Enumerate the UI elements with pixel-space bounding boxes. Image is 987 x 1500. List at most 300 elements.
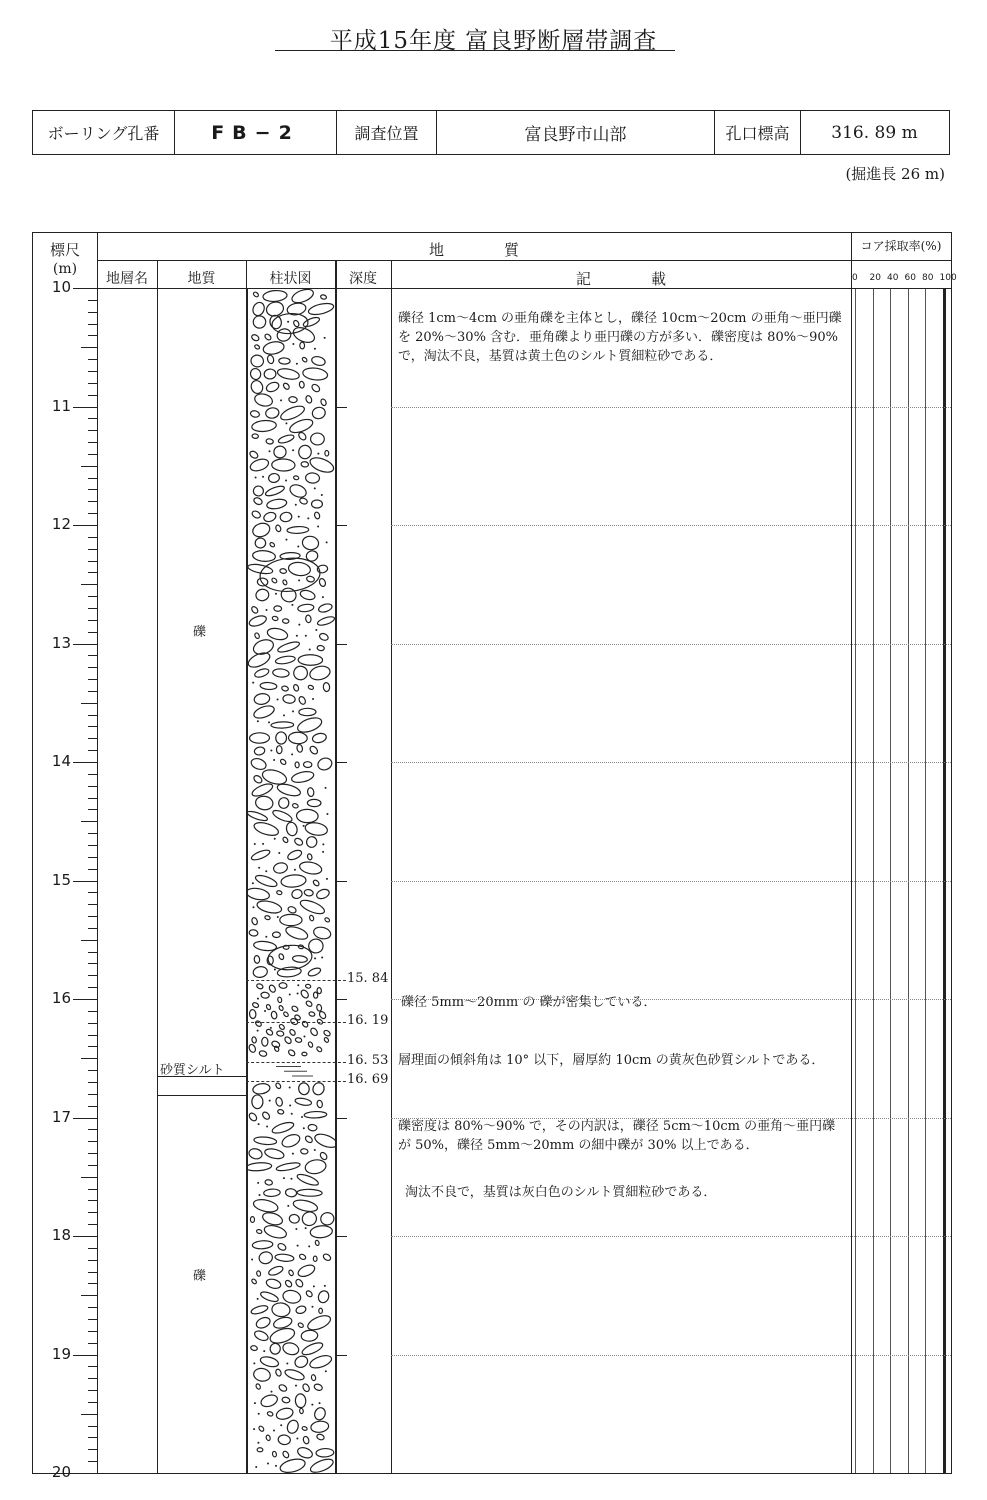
scale-minor-tick: [81, 940, 97, 941]
grain-dot: [266, 609, 268, 611]
metre-guide-line: [391, 525, 951, 526]
grain-dot: [252, 882, 254, 884]
pebble-symbol: [287, 526, 309, 534]
grain-dot: [285, 539, 287, 541]
scale-minor-tick: [88, 809, 97, 810]
pebble-symbol: [307, 787, 315, 797]
scale-minor-tick: [88, 489, 97, 490]
pebble-symbol: [256, 899, 283, 915]
scale-minor-tick: [88, 857, 97, 858]
pebble-symbol: [264, 915, 270, 920]
pebble-symbol: [272, 932, 280, 938]
pebble-symbol: [282, 836, 289, 843]
pebble-symbol: [301, 1210, 319, 1227]
depth-column-tick: [335, 644, 347, 645]
metre-guide-line: [391, 407, 951, 408]
pebble-symbol: [316, 756, 333, 772]
grain-dot: [252, 906, 254, 908]
scale-minor-tick: [88, 916, 97, 917]
pebble-symbol: [250, 1217, 254, 1223]
grain-dot: [257, 998, 259, 1000]
scale-minor-tick: [88, 655, 97, 656]
pebble-symbol: [296, 809, 318, 823]
grain-dot: [252, 682, 254, 684]
pebble-symbol: [278, 1024, 285, 1031]
pebble-symbol: [289, 1029, 296, 1037]
pebble-symbol: [252, 966, 268, 979]
pebble-symbol: [310, 1420, 329, 1433]
pebble-symbol: [252, 1095, 263, 1109]
description-dense-gravel: 礫径 5mm〜20mm の 礫が密集している．: [401, 995, 657, 1010]
grain-dot: [286, 1363, 288, 1365]
pebble-symbol: [299, 381, 305, 388]
pebble-symbol: [271, 577, 278, 584]
pebble-symbol: [304, 821, 328, 837]
pebble-symbol: [311, 406, 326, 420]
grain-dot: [309, 648, 311, 650]
boring-number: FB−2: [175, 111, 337, 154]
pebble-symbol: [308, 685, 314, 691]
pebble-symbol: [268, 984, 276, 993]
pebble-symbol: [304, 1158, 327, 1175]
pebble-symbol: [258, 1250, 274, 1265]
grain-dot: [313, 1285, 315, 1287]
pebble-symbol: [263, 511, 278, 523]
pebble-symbol: [322, 1253, 332, 1262]
scale-minor-tick: [88, 1070, 97, 1071]
pebble-symbol: [271, 808, 293, 823]
pebble-symbol: [264, 484, 285, 497]
pebble-symbol: [324, 917, 330, 923]
pebble-symbol: [254, 746, 266, 756]
pebble-symbol: [284, 1279, 293, 1288]
pebble-symbol: [282, 1289, 302, 1305]
pebble-symbol: [279, 586, 298, 604]
pebble-symbol: [289, 1214, 300, 1224]
pebble-symbol: [250, 1304, 268, 1315]
scale-minor-tick: [88, 1011, 97, 1012]
grain-dot: [325, 1370, 327, 1372]
pebble-symbol: [301, 461, 309, 467]
pebble-symbol: [253, 486, 263, 496]
pebble-symbol: [315, 888, 330, 901]
header-line-2: [97, 288, 951, 289]
scale-minor-tick: [81, 1058, 97, 1059]
pebble-symbol: [324, 1037, 330, 1043]
grain-dot: [319, 1402, 321, 1404]
grain-dot: [273, 759, 275, 761]
grain-dot: [296, 1438, 298, 1440]
pebble-symbol: [295, 1394, 306, 1408]
pebble-symbol: [276, 746, 282, 754]
scale-minor-tick: [88, 1035, 97, 1036]
pebble-symbol: [313, 1406, 327, 1421]
pebble-symbol: [319, 632, 330, 641]
scale-minor-tick: [88, 501, 97, 502]
pebble-symbol: [265, 1278, 281, 1290]
pebble-symbol: [265, 1028, 273, 1036]
grain-dot: [292, 710, 294, 712]
grain-dot: [258, 867, 260, 869]
pebble-symbol: [253, 1329, 269, 1342]
grain-dot: [270, 1027, 272, 1029]
scale-minor-tick: [88, 904, 97, 905]
scale-minor-tick: [88, 1023, 97, 1024]
col-divider-depth: [391, 260, 392, 1473]
pebble-symbol: [295, 1097, 312, 1106]
pebble-symbol: [305, 1290, 313, 1298]
pebble-symbol: [294, 1014, 301, 1021]
pebble-symbol: [291, 770, 315, 785]
scale-minor-tick: [88, 608, 97, 609]
scale-minor-tick: [88, 1129, 97, 1130]
scale-header: 標尺: [49, 241, 80, 259]
scale-minor-tick: [88, 786, 97, 787]
scale-minor-tick: [88, 1153, 97, 1154]
pebble-symbol: [291, 888, 303, 899]
scale-minor-tick: [88, 1046, 97, 1047]
pebble-symbol: [298, 696, 307, 706]
grain-dot: [326, 541, 328, 543]
scale-minor-tick: [88, 726, 97, 727]
pebble-symbol: [251, 637, 275, 657]
grain-dot: [296, 635, 298, 637]
boundary-line: [246, 1062, 346, 1063]
pebble-symbol: [281, 874, 307, 888]
grain-dot: [262, 843, 264, 845]
grain-dot: [292, 449, 294, 451]
scale-label: 13: [51, 633, 71, 652]
pebble-symbol: [252, 550, 275, 562]
pebble-symbol: [293, 1354, 309, 1369]
grain-dot: [292, 343, 294, 345]
header-info-table: [32, 110, 950, 155]
metre-guide-line: [391, 762, 951, 763]
pebble-symbol: [307, 853, 313, 860]
pebble-symbol: [262, 340, 285, 356]
pebble-symbol: [270, 1343, 281, 1355]
grain-dot: [326, 813, 328, 815]
pebble-symbol: [264, 369, 276, 380]
pebble-symbol: [252, 704, 276, 721]
pebble-symbol: [269, 542, 275, 548]
pebble-symbol: [250, 354, 264, 368]
pebble-symbol: [305, 984, 311, 989]
pebble-symbol: [281, 1341, 300, 1357]
pebble-symbol: [263, 1223, 288, 1240]
pebble-symbol: [271, 1120, 295, 1135]
pebble-symbol: [306, 576, 315, 583]
grain-dot: [285, 480, 287, 482]
pebble-symbol: [299, 898, 327, 917]
metre-guide-line: [391, 881, 951, 882]
grain-dot: [278, 852, 280, 854]
scale-minor-tick: [88, 1378, 97, 1379]
pebble-symbol: [275, 655, 296, 665]
grain-dot: [266, 1126, 268, 1128]
grain-dot: [326, 878, 328, 880]
pebble-symbol: [251, 510, 262, 520]
pebble-symbol: [296, 1263, 316, 1279]
metre-guide-line: [391, 1236, 951, 1237]
grain-dot: [255, 477, 257, 479]
scale-minor-tick: [88, 513, 97, 514]
pebble-symbol: [310, 1225, 333, 1239]
pebble-symbol: [312, 926, 331, 941]
grain-dot: [259, 1194, 261, 1196]
scale-minor-tick: [88, 869, 97, 870]
pebble-symbol: [273, 446, 286, 459]
pebble-symbol: [251, 521, 272, 539]
pebble-symbol: [276, 1161, 301, 1172]
grain-dot: [253, 1428, 255, 1430]
pebble-symbol: [292, 1198, 318, 1213]
grain-dot: [251, 1258, 253, 1260]
lithology-boundary-bottom: [157, 1095, 246, 1096]
pebble-symbol: [254, 667, 270, 678]
description-gravel-lower: 礫密度は 80%〜90% で，その内訳は，礫径 5cm〜10cm の亜角〜亜円礫が 50%，礫径 5mm〜20mm の細中礫が 30% 以上である．: [398, 1119, 836, 1153]
pebble-symbol: [260, 682, 277, 690]
pebble-symbol: [307, 301, 334, 316]
scale-minor-tick: [88, 1426, 97, 1427]
grain-dot: [297, 1245, 299, 1247]
scale-minor-tick: [88, 418, 97, 419]
grain-dot: [312, 698, 314, 700]
pebble-symbol: [300, 1148, 308, 1154]
pebble-symbol: [304, 889, 314, 897]
grain-dot: [258, 1123, 260, 1125]
grain-dot: [311, 1404, 313, 1406]
pebble-symbol: [316, 1046, 323, 1053]
grain-dot: [317, 453, 319, 455]
pebble-symbol: [288, 482, 308, 499]
grain-dot: [295, 504, 297, 506]
pebble-symbol: [276, 890, 282, 895]
pebble-symbol: [316, 1448, 334, 1457]
pebble-symbol: [271, 1302, 290, 1318]
pebble-symbol: [309, 915, 314, 921]
scale-minor-tick: [88, 1366, 97, 1367]
pebble-symbol: [266, 1435, 271, 1441]
pebble-symbol: [253, 693, 270, 706]
pebble-symbol: [311, 500, 322, 508]
pebble-symbol: [251, 420, 276, 433]
pebble-symbol: [320, 294, 327, 299]
scale-label: 16: [51, 989, 71, 1007]
grain-dot: [324, 337, 326, 339]
pebble-symbol: [300, 342, 305, 349]
pebble-symbol: [284, 1368, 306, 1382]
pebble-symbol: [296, 744, 303, 753]
pebble-symbol: [317, 645, 325, 651]
boring-log-frame: [32, 232, 957, 1481]
pebble-symbol: [299, 860, 323, 876]
grain-dot: [264, 1010, 266, 1012]
pebble-symbol: [249, 457, 270, 473]
pebble-symbol: [259, 1355, 279, 1368]
pebble-symbol: [299, 589, 316, 601]
pebble-symbol: [256, 1229, 262, 1234]
scale-major-tick: [73, 1473, 97, 1474]
pebble-symbol: [307, 799, 321, 806]
pebble-symbol: [272, 668, 289, 677]
scale-minor-tick: [88, 1189, 97, 1190]
scale-minor-tick: [88, 572, 97, 573]
pebble-symbol: [253, 496, 263, 505]
pebble-symbol: [316, 1433, 325, 1441]
title-underline: [275, 50, 675, 51]
pebble-symbol: [307, 967, 322, 978]
pebble-symbol: [267, 1411, 274, 1417]
pebble-symbol: [271, 1011, 278, 1019]
scale-minor-tick: [88, 596, 97, 597]
pebble-symbol: [246, 887, 270, 902]
pebble-symbol: [299, 1253, 307, 1260]
grain-dot: [297, 993, 299, 995]
grain-dot: [305, 1227, 307, 1229]
boundary-line: [246, 1022, 346, 1023]
lithology-boundary-top: [157, 1076, 246, 1077]
pebble-symbol: [282, 579, 287, 585]
grain-dot: [283, 1177, 285, 1179]
pebble-symbol: [293, 837, 303, 847]
pebble-symbol: [254, 955, 260, 963]
grain-dot: [275, 1465, 277, 1467]
pebble-symbol: [252, 434, 259, 439]
pebble-symbol: [251, 605, 260, 614]
pebble-symbol: [268, 473, 280, 483]
pebble-symbol: [262, 1037, 268, 1046]
grain-dot: [291, 753, 293, 755]
grain-dot: [267, 1462, 269, 1464]
pebble-symbol: [257, 578, 268, 586]
pebble-symbol: [251, 1037, 256, 1044]
grain-dot: [314, 957, 316, 959]
pebble-symbol: [282, 1450, 290, 1459]
pebble-symbol: [251, 301, 266, 318]
scale-minor-tick: [88, 395, 97, 396]
pebble-symbol: [248, 1043, 257, 1053]
pebble-symbol: [249, 450, 259, 460]
lithology-gravel-lower: 礫: [193, 1269, 207, 1284]
grain-dot: [292, 1153, 294, 1155]
depth-column-tick: [335, 881, 347, 882]
pebble-symbol: [295, 1037, 302, 1043]
metre-guide-line: [391, 1118, 951, 1119]
pebble-symbol: [259, 1393, 279, 1409]
scale-minor-tick: [88, 975, 97, 976]
scale-minor-tick: [88, 1307, 97, 1308]
pebble-symbol: [303, 762, 312, 768]
pebble-symbol: [305, 835, 318, 848]
grain-dot: [257, 1182, 259, 1184]
grain-dot: [274, 838, 276, 840]
pebble-symbol: [311, 1374, 316, 1381]
scale-minor-tick: [88, 715, 97, 716]
pebble-symbol: [304, 1111, 327, 1118]
scale-major-tick: [73, 525, 97, 526]
pebble-symbol: [255, 588, 270, 601]
pebble-symbol: [288, 732, 307, 744]
pebble-symbol: [277, 433, 294, 444]
grain-dot: [297, 984, 299, 986]
scale-minor-tick: [81, 821, 97, 822]
pebble-symbol: [276, 732, 287, 744]
pebble-symbol: [249, 367, 262, 381]
pebble-symbol: [263, 290, 288, 303]
pebble-symbol: [251, 1278, 257, 1284]
pebble-symbol: [249, 1009, 256, 1019]
depth-header: 深度: [349, 271, 377, 287]
pebble-symbol: [277, 640, 301, 654]
grain-dot: [254, 1402, 256, 1404]
pebble-symbol: [284, 924, 309, 941]
depth-column-tick: [335, 762, 347, 763]
depth-column-tick: [335, 1473, 347, 1474]
pebble-symbol: [279, 358, 291, 365]
pebble-symbol: [283, 1011, 289, 1017]
scale-minor-tick: [88, 1200, 97, 1201]
pebble-symbol: [277, 1109, 284, 1115]
pebble-symbol: [252, 1240, 273, 1249]
scale-minor-tick: [88, 1141, 97, 1142]
pebble-symbol: [313, 992, 318, 998]
scale-minor-tick: [88, 1461, 97, 1462]
depth-column-tick: [335, 999, 347, 1000]
grain-dot: [322, 851, 324, 853]
elevation-label: 孔口標高: [715, 111, 801, 154]
pebble-symbol: [301, 1330, 318, 1342]
pebble-symbol: [253, 315, 267, 329]
pebble-symbol: [275, 1368, 282, 1376]
scale-minor-tick: [88, 1224, 97, 1225]
grain-dot: [285, 422, 287, 424]
grain-dot: [262, 476, 264, 478]
grain-dot: [274, 969, 276, 971]
pebble-symbol: [255, 538, 266, 548]
metre-guide-line: [391, 644, 951, 645]
scale-minor-tick: [88, 1272, 97, 1273]
scale-minor-tick: [88, 454, 97, 455]
pebble-symbol: [274, 606, 282, 612]
grain-dot: [268, 721, 270, 723]
scale-label: 20: [51, 1463, 71, 1481]
grain-dot: [295, 1385, 297, 1387]
scale-label: 15: [51, 870, 71, 889]
pebble-symbol: [301, 535, 319, 551]
elevation-value: 316. 89 m: [831, 122, 918, 143]
grain-dot: [291, 1113, 293, 1115]
pebble-symbol: [299, 497, 308, 505]
scale-minor-tick: [88, 1283, 97, 1284]
scale-minor-tick: [88, 430, 97, 431]
pebble-symbol: [313, 1132, 335, 1151]
scale-minor-tick: [88, 679, 97, 680]
pebble-symbol: [255, 1383, 261, 1390]
pebble-symbol: [254, 873, 278, 889]
pebble-symbol: [293, 320, 300, 328]
scale-minor-tick: [88, 987, 97, 988]
scale-minor-tick: [88, 691, 97, 692]
pebble-symbol: [296, 1446, 314, 1460]
depth-column-tick: [335, 288, 347, 289]
pebble-symbol: [273, 862, 289, 875]
grain-dot: [257, 1442, 259, 1444]
pebble-symbol: [282, 618, 289, 623]
pebble-symbol: [280, 758, 287, 765]
pebble-symbol: [297, 1322, 304, 1328]
pebble-symbol: [315, 1240, 320, 1246]
